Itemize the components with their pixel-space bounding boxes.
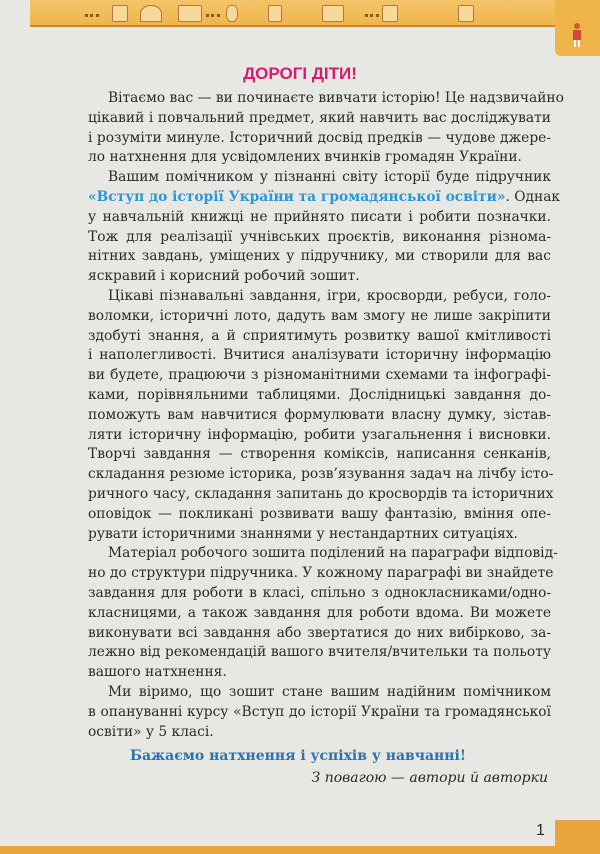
explorer-icon [568,22,586,48]
scroll-icon [268,5,282,22]
text-line: Тож для реалізації учнівських проєктів, виконання різнома- [88,228,551,245]
dots-icon [206,14,220,20]
text-line: Цікаві пізнавальні завдання, ігри, кросворди, ребуси, голо- [108,287,551,304]
page-number-tab [555,820,600,854]
text-line: складання резюме історика, розв’язування задач на лічбу істо- [88,466,554,483]
text-line: і наполегливості. Вчитися аналізувати історичну інформацію [88,347,551,364]
text-line: Матеріал робочого зошита поділений на параграфи відповід- [108,545,558,562]
dots-icon [85,14,99,20]
book-magnifier-icon [178,5,202,22]
chest-icon [458,5,474,22]
text-line: ви будете, працюючи з різноманітними схемами та інфографі- [88,367,551,384]
text-line [88,188,561,208]
footer-band [0,846,600,854]
paragraph [88,544,558,683]
temple-icon [382,5,398,22]
text-line: в опануванні курсу «Вступ до історії України та громадянської [88,703,551,720]
page-title: ДОРОГІ ДІТИ! [243,64,357,83]
paragraph [88,683,551,742]
text-line: ричного часу, складання запитань до кросвордів та історичних [88,485,554,502]
text-line: яскравий і корисний робочий зошит. [88,268,360,285]
body-text [88,89,564,742]
text-line: Вашим помічником у пізнанні світу історії буде підручник [108,169,551,186]
text-line: лежно від рекомендацій вашого вчителя/вчительки та польоту [88,644,551,661]
text-line: у навчальній книжці не прийнято писати і робити позначки. [88,208,551,225]
text-line: Творчі завдання — створення коміксів, написання сенканів, [88,446,551,463]
abacus-icon [112,5,128,22]
text-line: рувати історичними знаннями у нестандартних ситуаціях. [88,525,518,542]
vase-icon [226,5,238,22]
text-line: ляти історичну інформацію, робити узагальнення і висновки. [88,426,551,443]
text-line: освіти» у 5 класі. [88,723,214,740]
text-line: здобуті знання, а й сприятимуть розвитку вашої кмітливості [88,327,551,344]
text-line: воломки, історичні лото, дадуть вам змогу не лише закріпити [88,307,551,324]
dots-icon [365,14,379,20]
text-line: Ми віримо, що зошит стане вашим надійним помічником [108,683,551,700]
text-segment: . Однак [505,188,561,205]
text-line: ками, порівняльними таблицями. Дослідницькі завдання до- [88,386,551,403]
text-line: нітних завдань, уміщених у підручнику, ми створили для вас [88,248,551,265]
text-line: ло натхнення для усвідомлених вчинків громадян України. [88,149,522,166]
paragraph [88,168,561,287]
text-line: завдання для роботи в класі, спільно з однокласниками/одно- [88,584,551,601]
pyramid-icon [140,5,162,22]
text-line: поможуть вам навчитися формулювати власну думку, зістав- [88,406,551,423]
text-line: цікавий і повчальний предмет, який навчить вас досліджувати [88,109,551,126]
text-line: виконувати всі завдання або звертатися до них вибірково, за- [88,624,551,641]
text-line: оповідок — покликані розвивати вашу фантазію, вміння опе- [88,505,551,522]
page-number: 1 [536,822,545,839]
header-line [30,25,555,27]
crown-icon [322,5,344,22]
text-line: вашого натхнення. [88,664,227,681]
paragraph [88,287,554,544]
text-line: Вітаємо вас — ви починаєте вивчати історію! Це надзвичайно [108,90,564,106]
text-line: класницями, а також завдання для роботи вдома. Ви можете [88,604,551,621]
book-title: «Вступ до історії України та громадянської освіти» [88,188,506,205]
text-line: но до структури підручника. У кожному параграфі ви знайдете [88,565,554,582]
text-line: і розуміти минуле. Історичний досвід предків — чудове джере- [88,129,551,146]
closing-wish: Бажаємо натхнення і успіхів у навчанні! [130,748,467,764]
signature: З повагою — автори й авторки [311,770,548,786]
paragraph [88,89,564,168]
